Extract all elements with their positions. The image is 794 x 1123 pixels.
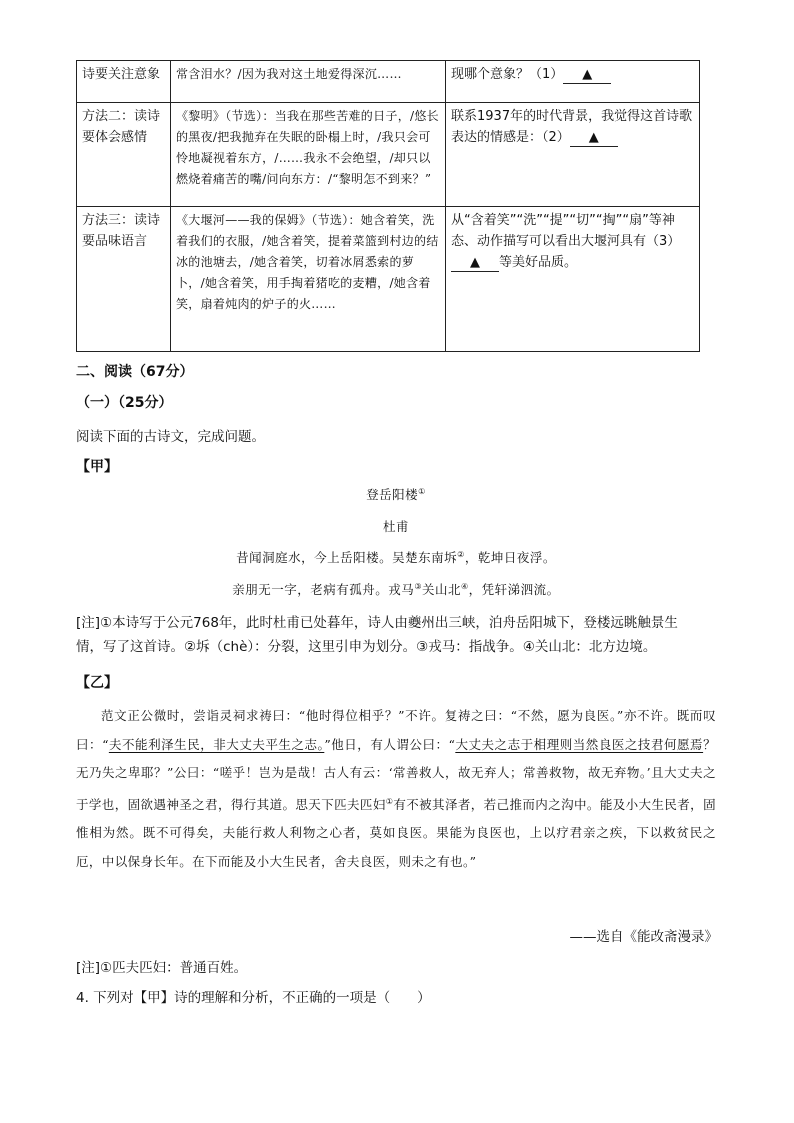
excerpt-cell xyxy=(171,207,446,352)
poem-line-text: 亲朋无一字，老病有孤舟。戎马 xyxy=(232,582,415,597)
table-row xyxy=(77,207,700,352)
method-label: 诗要关注意象 xyxy=(82,67,161,82)
poem-author: 杜甫 xyxy=(382,519,409,534)
poem-line xyxy=(76,548,716,566)
reading-methods-table xyxy=(76,60,700,352)
jia-label: 【甲】 xyxy=(76,459,118,475)
task-text: 从“含着笑”“洗”“提”“切”“掏”“扇”等神态、动作描写可以看出大堰河具有（3） xyxy=(451,213,681,249)
task-cell xyxy=(446,207,700,352)
classical-prose xyxy=(76,702,716,876)
table-row xyxy=(77,103,700,207)
poem-line-text: ，乾坤日夜浮。 xyxy=(464,550,556,565)
blank-marker: ▲ xyxy=(588,130,599,145)
excerpt-text: 《黎明》（节选）：当我在那些苦难的日子，/悠长的黑夜/把我抛弃在失眠的卧榻上时，/我只会可怜地凝视着东方，/……我永不会绝望，/却只以燃烧着痛苦的嘴/问向东方：/“黎明怎不到来？” xyxy=(176,109,439,186)
method-cell xyxy=(77,207,171,352)
prose-footnote: [注]①匹夫匹妇：普通百姓。 xyxy=(76,960,248,976)
prose-text: ”他日，有人谓公曰：“ xyxy=(324,736,456,752)
poem-title-text: 登岳阳楼 xyxy=(366,487,419,502)
poem-line-text: 昔闻洞庭水，今上岳阳楼。吴楚东南坼 xyxy=(236,550,458,565)
subsection-heading: （一）（25分） xyxy=(76,395,173,411)
footnote-marker: ③ xyxy=(414,581,422,591)
prose-paragraph xyxy=(76,702,716,876)
excerpt-text: 《大堰河——我的保姆》（节选）：她含着笑，洗着我们的衣服，/她含着笑，提着菜篮到村边的结冰的池塘去，/她含着笑，切着冰屑悉索的萝卜，/她含着笑，用手掏着猪吃的麦糟，/她含着笑，扇着炖肉的炉子的火…… xyxy=(176,213,439,311)
underlined-sentence: 大丈夫之志于相理则当然良医之技君何愿焉 xyxy=(455,736,704,752)
question-4: 4. 下列对【甲】诗的理解和分析，不正确的一项是（ ） xyxy=(76,990,431,1006)
poem-title xyxy=(76,485,716,503)
task-text: 现哪个意象？（1） xyxy=(451,67,564,82)
footnote-marker: ④ xyxy=(461,581,469,591)
blank-marker: ▲ xyxy=(470,255,480,270)
footnote-marker: ① xyxy=(385,796,394,806)
footnote-marker: ① xyxy=(418,486,426,496)
method-label: 方法三：读诗要品味语言 xyxy=(82,213,161,249)
task-text-after: 等美好品质。 xyxy=(499,255,578,270)
poem-line-text: 关山北 xyxy=(421,582,461,597)
prose-text: 有不被其泽者，若己推而内之沟中。能及小大生民者，固惟相为然。既不可得矣，夫能行救人利物之心者，莫如良医。果能为良医也，上以疗君亲之疾，下以救贫民之厄，中以保身长年。在下而能及小大生民者，舍夫良医，则未之有也。” xyxy=(76,796,716,869)
answer-blank[interactable] xyxy=(451,255,499,272)
section-heading: 二、阅读（67分） xyxy=(76,364,194,380)
method-cell xyxy=(77,61,171,103)
poem-line xyxy=(76,580,716,598)
excerpt-cell xyxy=(171,61,446,103)
yi-label: 【乙】 xyxy=(76,675,118,691)
underlined-sentence: 夫不能利泽生民，非大丈夫平生之志。 xyxy=(108,736,325,752)
excerpt-cell xyxy=(171,103,446,207)
method-cell xyxy=(77,103,171,207)
answer-blank[interactable] xyxy=(570,130,618,147)
task-text: 联系1937年的时代背景，我觉得这首诗歌表达的情感是：（2） xyxy=(451,109,693,145)
task-cell xyxy=(446,61,700,103)
prose-text: ？无乃失之卑耶？”公曰：“嗟乎！岂为是哉！古人有云：‘常善救人，故无弃人；常善救物，故无弃物。’且大丈夫之于学也，固欲遇神圣之君，得行其道。思天下匹夫匹妇 xyxy=(76,736,716,812)
instruction-text: 阅读下面的古诗文，完成问题。 xyxy=(76,429,265,445)
excerpt-text: 常含泪水？/因为我对这土地爱得深沉…… xyxy=(176,67,402,81)
prose-text: 范文正公微时，尝诣灵祠求祷曰：“他时得位相乎？”不许。复祷之曰：“不然，愿为良医。”亦不许。既而叹曰：“ xyxy=(76,708,716,752)
source-citation: ——选自《能改斋漫录》 xyxy=(569,929,718,945)
table-row xyxy=(77,61,700,103)
task-cell xyxy=(446,103,700,207)
poem-footnotes: [注]①本诗写于公元768年，此时杜甫已处暮年，诗人由夔州出三峡，泊舟岳阳城下，登楼远眺触景生情，写了这首诗。②坼（chè）：分裂，这里引申为划分。③戎马：指战争。④关山北：北方边境。 xyxy=(76,615,678,655)
blank-marker: ▲ xyxy=(582,67,593,82)
answer-blank[interactable] xyxy=(563,67,611,84)
footnote-marker: ② xyxy=(457,549,465,559)
method-label: 方法二：读诗要体会感情 xyxy=(82,109,161,145)
poem-line-text: ，凭轩涕泗流。 xyxy=(468,582,560,597)
